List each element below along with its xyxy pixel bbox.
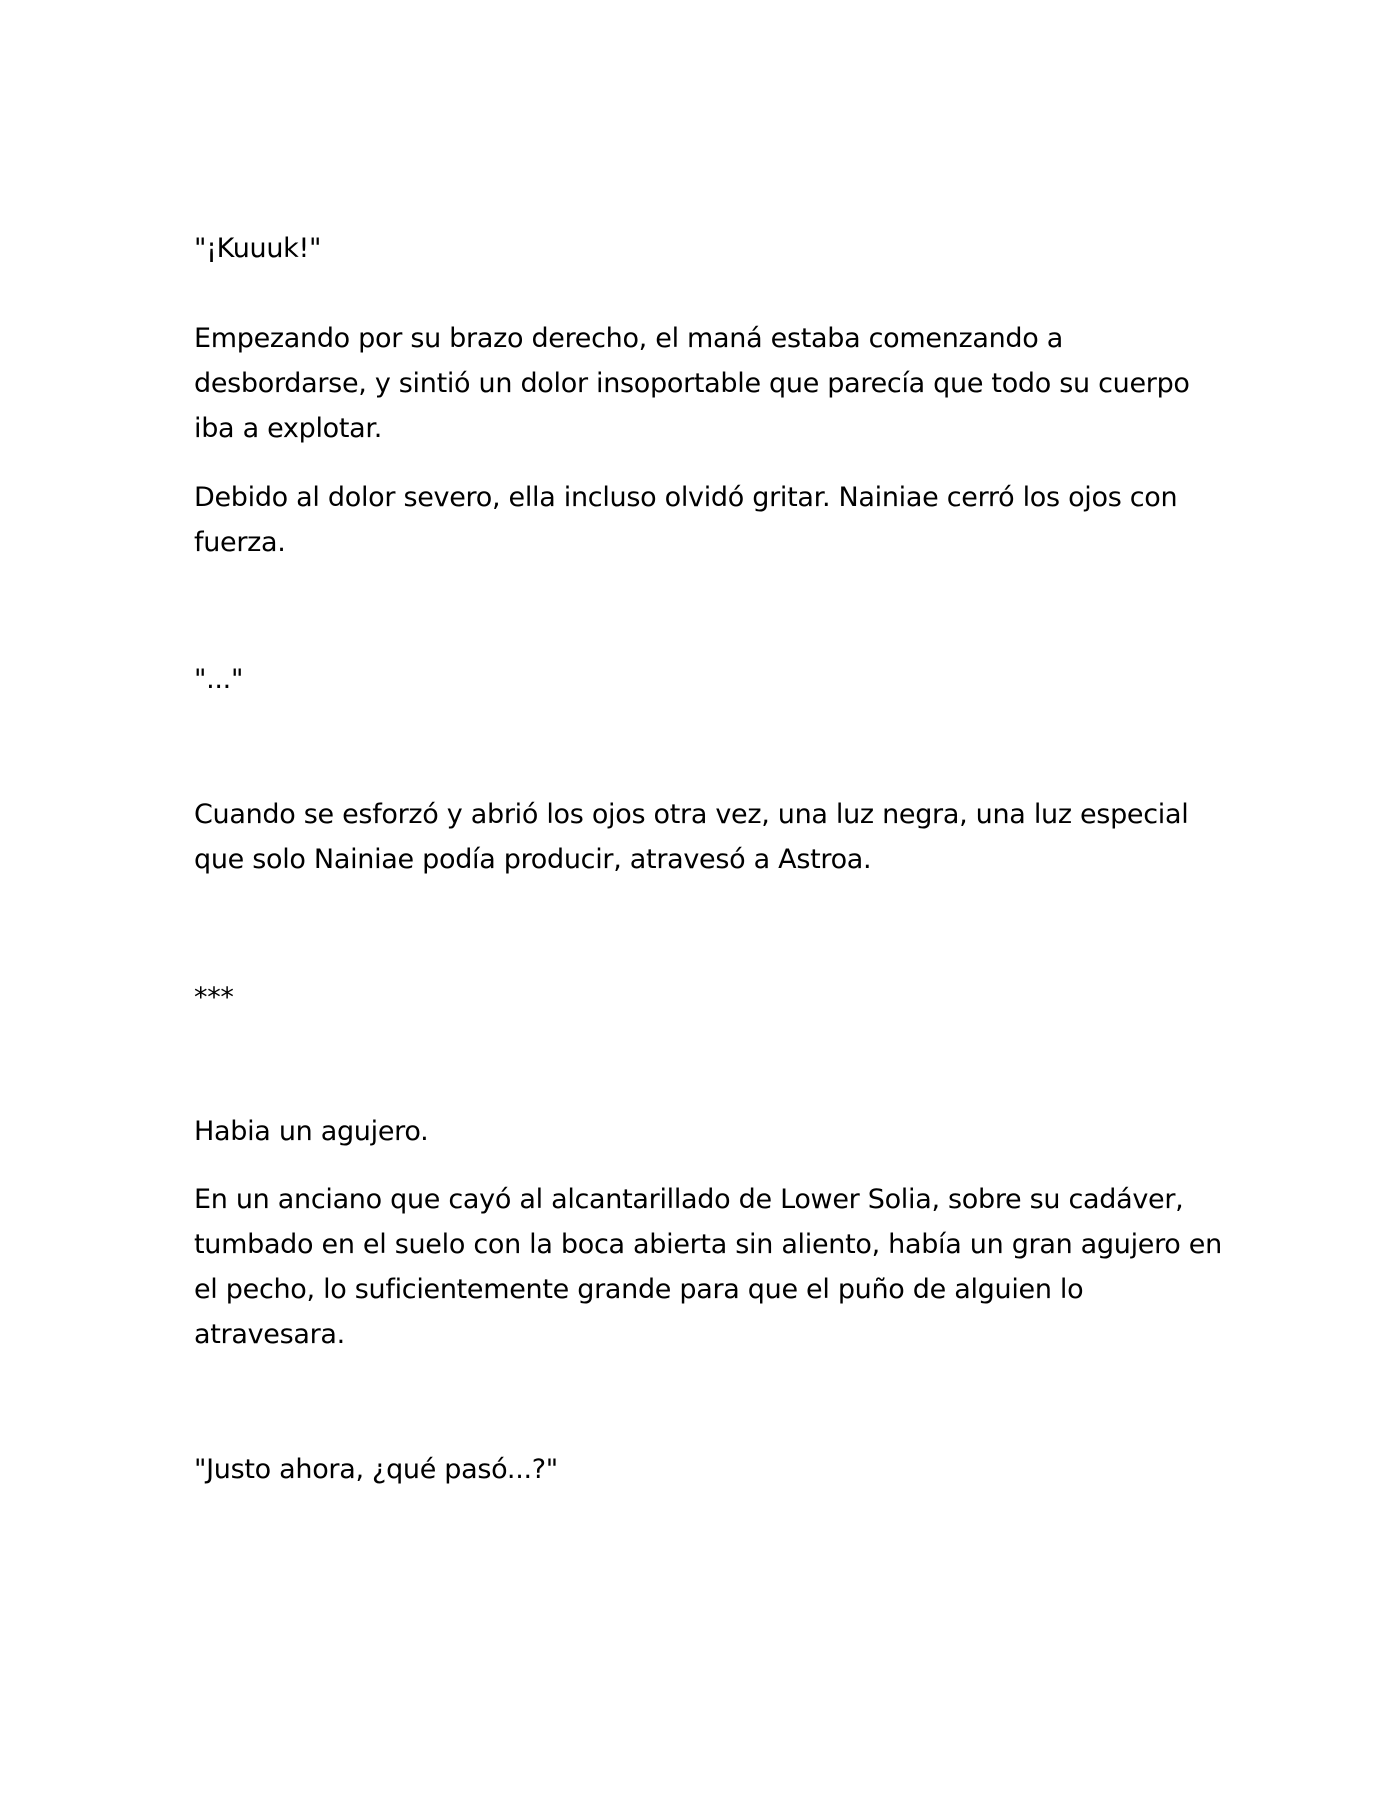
paragraph-old-man: En un anciano que cayó al alcantarillado de Lower Solia, sobre su cadáver, tumbado en el suelo con la boca abierta sin aliento, había un gran agujero en el pecho, lo suficientemente grande para que el puño de alguien lo atravesara. xyxy=(194,1184,1222,1350)
paragraph-hole: Habia un agujero. xyxy=(194,1116,429,1147)
paragraph-ellipsis: "..." xyxy=(194,664,244,695)
paragraph-what-happened: "Justo ahora, ¿qué pasó...?" xyxy=(194,1454,558,1485)
paragraph-mana-overflow: Empezando por su brazo derecho, el maná estaba comenzando a desbordarse, y sintió un dolor insoportable que parecía que todo su cuerpo iba a explotar. xyxy=(194,323,1190,444)
scene-break: *** xyxy=(194,982,234,1013)
paragraph-black-light: Cuando se esforzó y abrió los ojos otra vez, una luz negra, una luz especial que solo Nainiae podía producir, atravesó a Astroa. xyxy=(194,799,1189,875)
paragraph-severe-pain: Debido al dolor severo, ella incluso olvidó gritar. Nainiae cerró los ojos con fuerza. xyxy=(194,482,1178,558)
paragraph-kuuuk: "¡Kuuuk!" xyxy=(194,233,322,264)
